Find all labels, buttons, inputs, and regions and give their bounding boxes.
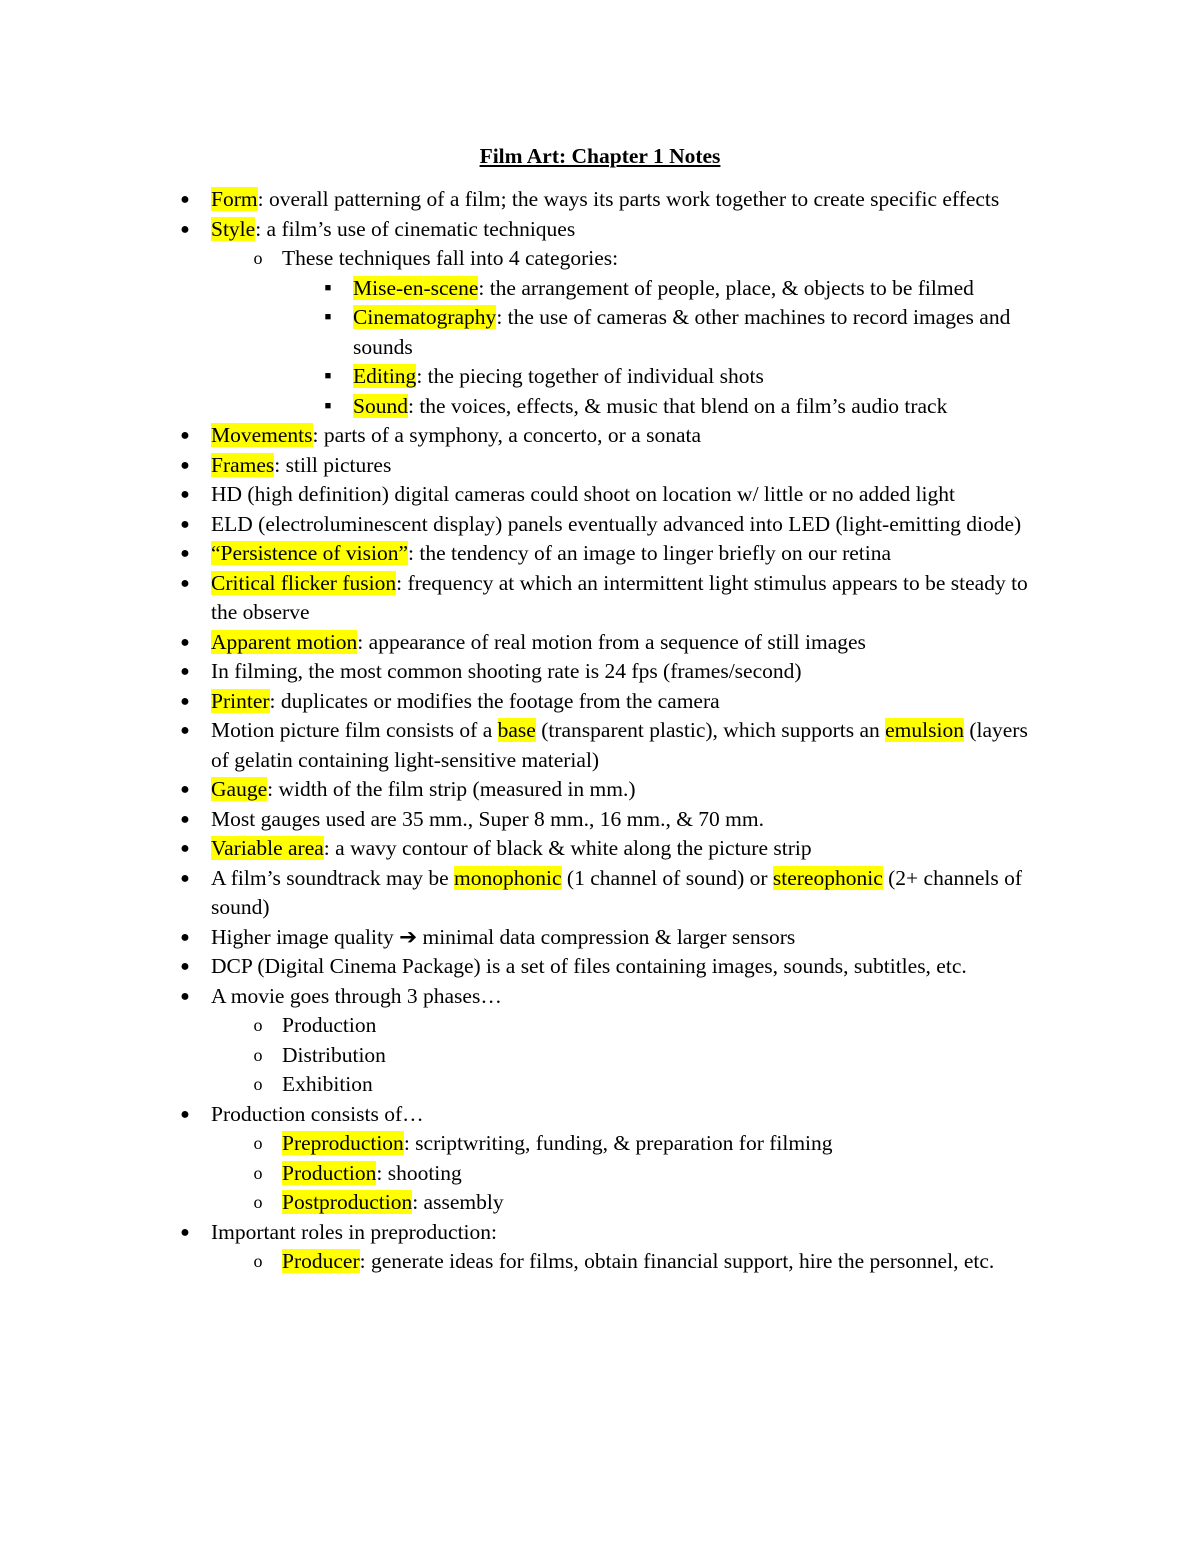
sub-list-item [253,1247,1051,1277]
highlighted-term: Postproduction [282,1190,413,1214]
list-item [180,510,1051,540]
sub-list-item [253,1011,1051,1041]
sub-item-text: Production [282,1013,377,1037]
highlighted-term: base [497,718,536,742]
list-item [180,1218,1051,1277]
list-item [180,834,1051,864]
definition: : overall patterning of a film; the ways its parts work together to create specific effects [257,187,1000,211]
sub-sub-list-item [324,274,1051,304]
item-text: (layers of gelatin containing light-sensitive material) [211,718,1028,772]
sub-sub-list-item [324,392,1051,422]
bullet-icon: ● [180,574,190,592]
item-text: In filming, the most common shooting rate is 24 fps (frames/second) [211,659,802,683]
highlighted-term: emulsion [885,718,964,742]
bullet-icon: ● [180,1223,190,1241]
item-text: Most gauges used are 35 mm., Super 8 mm., 16 mm., & 70 mm. [211,806,764,831]
list-item [180,185,1051,215]
sub-list-item [253,244,1051,421]
bullet-icon: ● [180,545,190,562]
circle-bullet-icon: o [253,1074,263,1094]
definition: : the tendency of an image to linger briefly on our retina [408,541,892,565]
bullet-icon: ● [180,781,190,798]
highlighted-term: “Persistence of vision” [211,541,409,565]
sub-item-text: Distribution [282,1042,386,1067]
sub-sub-list [282,274,1051,422]
highlighted-term: Production [282,1160,377,1185]
list-item [180,657,1051,687]
bullet-icon: ● [180,220,190,238]
highlighted-term: Frames [211,452,275,477]
list-item [180,451,1051,481]
list-item [180,864,1051,923]
highlighted-term: Apparent motion [211,629,358,654]
circle-bullet-icon: o [253,1133,263,1153]
bullet-icon: ● [180,633,190,651]
definition: : the piecing together of individual shots [416,364,764,388]
definition: : shooting [376,1160,462,1185]
bullet-icon: ● [180,1105,190,1123]
highlighted-term: Style [211,216,256,241]
arrow-right-icon: ➔ [399,924,418,949]
highlighted-term: Printer [211,688,270,713]
page-title: Film Art: Chapter 1 Notes [479,144,721,168]
list-item [180,215,1051,422]
highlighted-term: monophonic [454,865,562,890]
list-item [180,687,1051,717]
item-text: Production consists of… [211,1101,424,1126]
list-item [180,775,1051,805]
item-text: Motion picture film consists of a [211,718,498,742]
list-item [180,952,1051,982]
highlighted-term: Mise-en-scene [353,275,479,300]
item-text: HD (high definition) digital cameras could shoot on location w/ little or no added light [211,482,955,506]
square-bullet-icon: ■ [324,370,332,382]
item-text: Higher image quality [211,924,400,949]
item-text: ELD (electroluminescent display) panels eventually advanced into LED (light-emitting diode) [211,511,1022,536]
definition: : frequency at which an intermittent light stimulus appears to be steady to the observe [211,570,1028,624]
highlighted-term: Movements [211,423,313,447]
list-item [180,539,1051,569]
sub-list [211,244,1051,421]
square-bullet-icon: ■ [324,281,332,294]
item-text: Important roles in preproduction: [211,1219,497,1244]
highlighted-term: Form [211,187,258,211]
definition: : parts of a symphony, a concerto, or a sonata [312,423,702,447]
sub-sub-list-item [324,303,1051,362]
definition: : the arrangement of people, place, & objects to be filmed [478,275,974,300]
bullet-icon: ● [180,427,190,444]
list-item [180,805,1051,835]
item-text: (2+ channels of sound) [211,865,1023,919]
highlighted-term: Preproduction [282,1131,404,1155]
list-item [180,480,1051,510]
sub-list-item [253,1041,1051,1071]
definition: : appearance of real motion from a sequence of still images [357,629,866,654]
definition: : assembly [412,1190,504,1214]
highlighted-term: Variable area [211,836,324,860]
circle-bullet-icon: o [253,1192,263,1212]
bullet-icon: ● [180,486,190,503]
sub-list [211,1011,1051,1100]
item-text: A film’s soundtrack may be [211,865,455,890]
bullet-icon: ● [180,722,190,739]
list-item [180,982,1051,1100]
sub-list-item [253,1070,1051,1100]
sub-list-item [253,1188,1051,1218]
item-text: DCP (Digital Cinema Package) is a set of files containing images, sounds, subtitles, etc. [211,954,967,978]
bullet-icon: ● [180,958,190,975]
list-item [180,569,1051,628]
highlighted-term: Critical flicker fusion [211,570,397,595]
circle-bullet-icon: o [253,248,263,268]
list-item [180,1100,1051,1218]
sub-list [211,1247,1051,1277]
list-item [180,628,1051,658]
sub-sub-list-item [324,362,1051,392]
bullet-icon: ● [180,928,190,946]
definition: : scriptwriting, funding, & preparation for filming [403,1131,833,1155]
circle-bullet-icon: o [253,1251,263,1271]
sub-item-text: These techniques fall into 4 categories: [282,246,619,270]
square-bullet-icon: ■ [324,399,332,412]
notes-list [180,185,1051,1277]
definition: : a wavy contour of black & white along the picture strip [323,836,812,860]
bullet-icon: ● [180,810,190,828]
item-text: A movie goes through 3 phases… [211,983,502,1008]
highlighted-term: Sound [353,393,408,418]
bullet-icon: ● [180,869,190,887]
definition: : the use of cameras & other machines to record images and sounds [353,305,1011,359]
definition: : the voices, effects, & music that blend on a film’s audio track [407,393,948,418]
circle-bullet-icon: o [253,1162,263,1183]
square-bullet-icon: ■ [324,311,332,323]
highlighted-term: Cinematography [353,305,497,329]
item-text: (1 channel of sound) or [561,865,773,890]
definition: : a film’s use of cinematic techniques [255,216,576,241]
circle-bullet-icon: o [253,1015,263,1035]
bullet-icon: ● [180,840,190,857]
bullet-icon: ● [180,515,190,533]
highlighted-term: Editing [353,364,417,388]
list-item [180,923,1051,953]
circle-bullet-icon: o [253,1044,263,1065]
sub-list-item [253,1159,1051,1189]
definition: : width of the film strip (measured in mm.) [267,777,636,801]
definition: : generate ideas for films, obtain financial support, hire the personnel, etc. [359,1249,995,1273]
list-item [180,716,1051,775]
item-text: (transparent plastic), which supports an [535,718,886,742]
bullet-icon: ● [180,987,190,1005]
sub-list-item [253,1129,1051,1159]
bullet-icon: ● [180,692,190,710]
highlighted-term: Producer [282,1249,360,1273]
item-text: minimal data compression & larger sensors [417,924,796,949]
sub-list [211,1129,1051,1218]
definition: : still pictures [274,452,392,477]
bullet-icon: ● [180,191,190,208]
bullet-icon: ● [180,456,190,474]
bullet-icon: ● [180,663,190,680]
sub-item-text: Exhibition [282,1072,373,1096]
list-item [180,421,1051,451]
highlighted-term: Gauge [211,777,268,801]
highlighted-term: stereophonic [772,865,883,890]
definition: : duplicates or modifies the footage from the camera [269,688,720,713]
